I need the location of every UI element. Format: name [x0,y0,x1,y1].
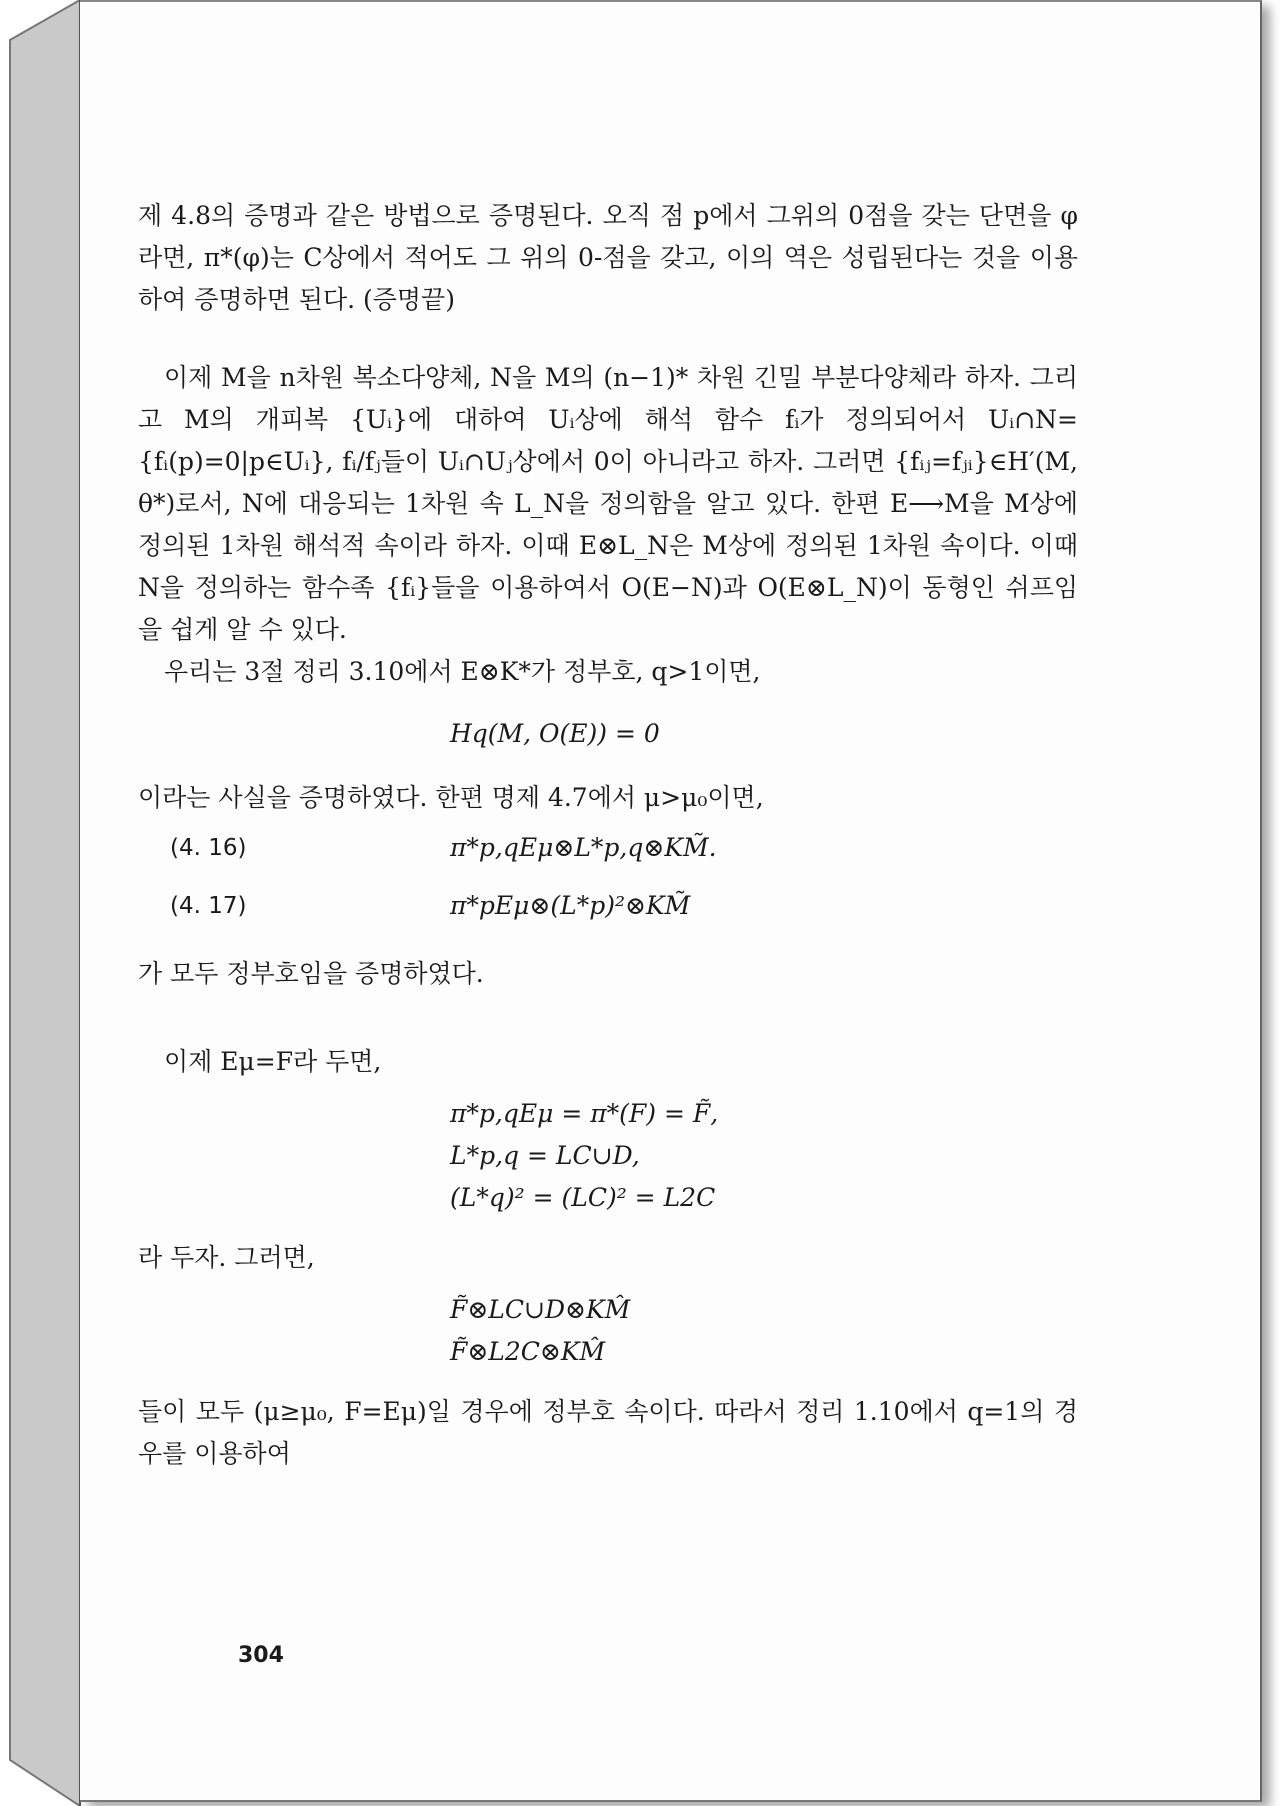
paragraph: 우리는 3절 정리 3.10에서 E⊗K*가 정부호, q>1이면, [164,657,761,686]
equation: Hq(M, O(E)) = 0 [450,719,660,748]
equation: π*p,qEμ = π*(F) = F̃, [450,1099,719,1128]
equation-block [138,1289,1078,1373]
equation-block [138,1093,1078,1219]
equation: π*p,qEμ⊗L*p,q⊗KM̃. [450,833,717,862]
equation: (L*q)² = (LC)² = L2C [450,1183,716,1212]
equation: F̃⊗L2C⊗KM̂ [450,1337,606,1366]
paragraph: 라 두자. 그러면, [138,1243,315,1272]
equation: F̃⊗LC∪D⊗KM̂ [450,1295,631,1324]
paragraph: 제 4.8의 증명과 같은 방법으로 증명된다. 오직 점 p에서 그위의 0점을 갖는 단면을 φ라면, π*(φ)는 C상에서 적어도 그 위의 0-점을 갖고, 이의 역은 성립된다는 것을 이용하여 증명하면 된다. (증명끝) [138,201,1078,314]
page-content [138,195,1078,1475]
equation-row [138,819,1078,877]
page-number: 304 [238,1643,284,1668]
paragraph: 이제 Eμ=F라 두면, [164,1047,382,1076]
paragraph: 들이 모두 (μ≥μ₀, F=Eμ)일 경우에 정부호 속이다. 따라서 정리 1.10에서 q=1의 경우를 이용하여 [138,1397,1078,1468]
paragraph: 이제 M을 n차원 복소다양체, N을 M의 (n−1)* 차원 긴밀 부분다양체라 하자. 그리고 M의 개피복 {Uᵢ}에 대하여 Uᵢ상에 해석 함수 fᵢ가 정의되어서 Uᵢ∩N={fᵢ(p)=0|p∈Uᵢ}, fᵢ/fⱼ들이 Uᵢ∩Uⱼ상에서 0이 아니라고 하자. 그러면 {fᵢⱼ=fⱼᵢ}∈H′(M, θ*)로서, N에 대응되는 1차원 속 L_N을 정의함을 알고 있다. 한편 E⟶M을 M상에 정의된 1차원 해석적 속이라 하자. 이때 E⊗L_N은 M상에 정의된 1차원 속이다. 이때 N을 정의하는 함수족 {fᵢ}들을 이용하여서 O(E−N)과 O(E⊗L_N)이 동형인 쉬프임을 쉽게 알 수 있다. [138,363,1078,644]
equation-row [138,877,1078,935]
equation: L*p,q = LC∪D, [450,1141,640,1170]
equation: π*pEμ⊗(L*p)²⊗KM̃ [450,891,691,920]
equation-label: (4. 17) [170,893,247,919]
paragraph: 가 모두 정부호임을 증명하였다. [138,959,484,988]
equation-label: (4. 16) [170,835,247,861]
book-edge [0,0,84,1806]
paragraph: 이라는 사실을 증명하였다. 한편 명제 4.7에서 μ>μ₀이면, [138,783,764,812]
